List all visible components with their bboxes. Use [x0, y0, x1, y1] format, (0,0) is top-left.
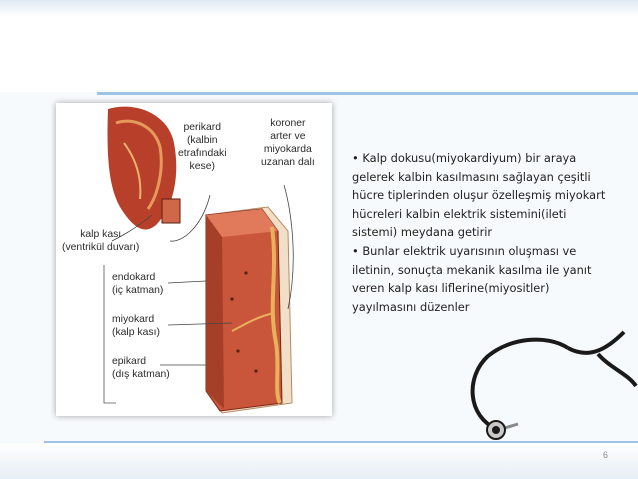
header-divider	[97, 92, 638, 95]
heart-wall-diagram	[56, 103, 332, 416]
wall-cutout	[162, 199, 180, 223]
label-miyokard: miyokard (kalp kası)	[112, 314, 160, 338]
slide-body-text	[352, 149, 608, 316]
header-gradient	[0, 0, 638, 16]
label-kalp-kasi: kalp kası (ventrikül duvarı)	[62, 229, 140, 253]
label-epikard: epikard (dış katman)	[112, 356, 170, 380]
stethoscope-icon	[458, 320, 638, 440]
page-number: 6	[602, 450, 608, 460]
bullet-2: • Bunlar elektrik uyarısının oluşması ve iletinin, sonuçta mekanik kasılma ile yanıt veren kalp kası liflerine(miyositler) yayılmasını düzenler	[352, 243, 592, 314]
endocardium-face	[206, 215, 224, 409]
label-perikard: perikard (kalbin etrafındaki kese)	[178, 122, 227, 172]
bullet-1: • Kalp dokusu(miyokardiyum) bir araya gelerek kalbin kasılmasını sağlayan çeşitli hücre tiplerinden oluşur özelleşmiş miyokart hücreleri kalbin elektrik sistemini(ileti sistemi) meydana getirir	[352, 151, 606, 240]
footer-band	[0, 443, 638, 479]
label-koroner: koroner arter ve miyokarda uzanan dalı	[261, 118, 315, 168]
label-endokard: endokard (iç katman)	[112, 272, 164, 296]
